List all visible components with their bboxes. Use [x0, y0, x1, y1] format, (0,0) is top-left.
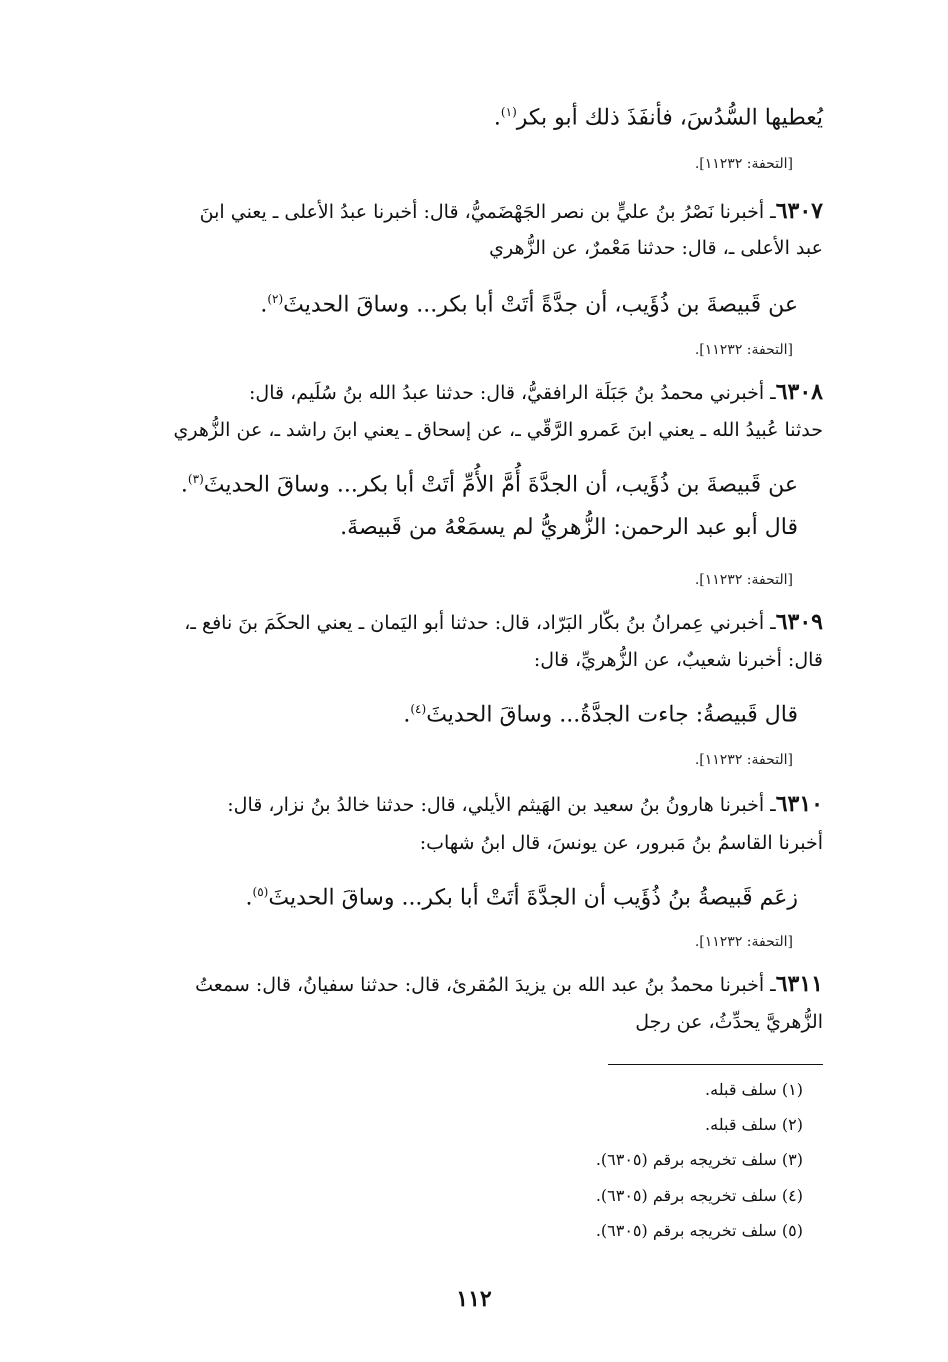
hadith-line: أخبرنا القاسمُ بنُ مَبرور، عن يونسَ، قال ابنُ شهاب: — [419, 832, 823, 854]
author-comment: قال أبو عبد الرحمن: الزُّهريُّ لم يسمَعْهُ من قَبيصةَ. — [340, 515, 798, 540]
hadith-number: ٦٣١٠ — [775, 791, 823, 817]
tuhfa-reference: [التحفة: ١١٢٣٢]. — [694, 342, 793, 358]
tuhfa-reference: [التحفة: ١١٢٣٢]. — [694, 752, 793, 768]
text-line: يُعطيها السُّدُسَ، فأنفَذَ ذلك أبو بكر$^{(١)}$. — [493, 105, 823, 131]
hadith-line: قال: أخبرنا شعيبٌ، عن الزُّهريِّ، قال: — [533, 649, 823, 671]
footnote: (٤) سلف تخريجه برقم (٦٣٠٥). — [595, 1186, 803, 1205]
footnote-marker: (٥) — [252, 885, 269, 899]
tuhfa-reference: [التحفة: ١١٢٣٢]. — [694, 934, 793, 950]
hadith-line: ٦٣١٠ـ أخبرنا هارونُ بنُ سعيد بن الهَيثم الأيلي، قال: حدثنا خالدُ بنُ نزار، قال: — [227, 791, 823, 817]
footnote: (٣) سلف تخريجه برقم (٦٣٠٥). — [595, 1150, 803, 1169]
hadith-number: ٦٣٠٩ — [775, 609, 823, 635]
hadith-line: ٦٣٠٨ـ أخبرني محمدُ بنُ جَبَلَة الرافقيُّ، قال: حدثنا عبدُ الله بنُ سُلَيم، قال: — [248, 379, 823, 405]
footnote-divider — [608, 1064, 823, 1065]
matn-line: عن قَبيصةَ بن ذُؤَيب، أن الجدَّةَ أُمَّ الأُمِّ أتَتْ أبا بكر... وساقَ الحديثَ$^{(٣)}$. — [180, 472, 798, 498]
footnote: (٥) سلف تخريجه برقم (٦٣٠٥). — [595, 1221, 803, 1240]
footnote: (٢) سلف قبله. — [705, 1115, 803, 1134]
footnote-marker: (١) — [500, 105, 517, 119]
matn-line: قال قَبيصةُ: جاءت الجدَّةُ... وساقَ الحديثَ$^{(٤)}$. — [403, 702, 798, 728]
hadith-number: ٦٣١١ — [775, 971, 823, 997]
hadith-number: ٦٣٠٨ — [775, 379, 823, 405]
hadith-line: عبد الأعلى ـ، قال: حدثنا مَعْمرٌ، عن الزُّهري — [489, 237, 823, 259]
hadith-line: ٦٣٠٩ـ أخبرني عِمرانُ بنُ بكّار البَرّاد، قال: حدثنا أبو اليَمان ـ يعني الحكَمَ بنَ نافع ـ، — [184, 609, 823, 635]
hadith-line: حدثنا عُبيدُ الله ـ يعني ابنَ عَمرو الرَّقّي ـ، عن إسحاق ـ يعني ابنَ راشد ـ، عن الزُّهري — [173, 419, 823, 441]
footnote: (١) سلف قبله. — [705, 1080, 803, 1099]
hadith-line: ٦٣٠٧ـ أخبرنا نَصْرُ بنُ عليٍّ بن نصر الجَهْضَميُّ، قال: أخبرنا عبدُ الأعلى ـ يعني ابنَ — [199, 198, 823, 224]
hadith-number: ٦٣٠٧ — [775, 198, 823, 224]
hadith-line: ٦٣١١ـ أخبرنا محمدُ بنُ عبد الله بن يزيدَ المُقرئ، قال: حدثنا سفيانُ، قال: سمعتُ — [195, 971, 823, 997]
matn-line: عن قَبيصةَ بن ذُؤَيب، أن جدَّةً أتَتْ أبا بكر... وساقَ الحديثَ$^{(٢)}$. — [260, 292, 798, 318]
footnote-marker: (٣) — [187, 472, 204, 486]
hadith-line: الزُّهريَّ يحدِّثُ، عن رجل — [635, 1011, 823, 1033]
footnote-marker: (٤) — [410, 702, 427, 716]
tuhfa-reference: [التحفة: ١١٢٣٢]. — [694, 572, 793, 588]
matn-line: زعَم قَبيصةُ بنُ ذُؤَيب أن الجدَّةَ أتَتْ أبا بكر... وساقَ الحديثَ$^{(٥)}$. — [245, 885, 798, 911]
footnote-marker: (٢) — [267, 292, 284, 306]
tuhfa-reference: [التحفة: ١١٢٣٢]. — [694, 156, 793, 172]
page-number: ١١٢ — [456, 1286, 492, 1312]
